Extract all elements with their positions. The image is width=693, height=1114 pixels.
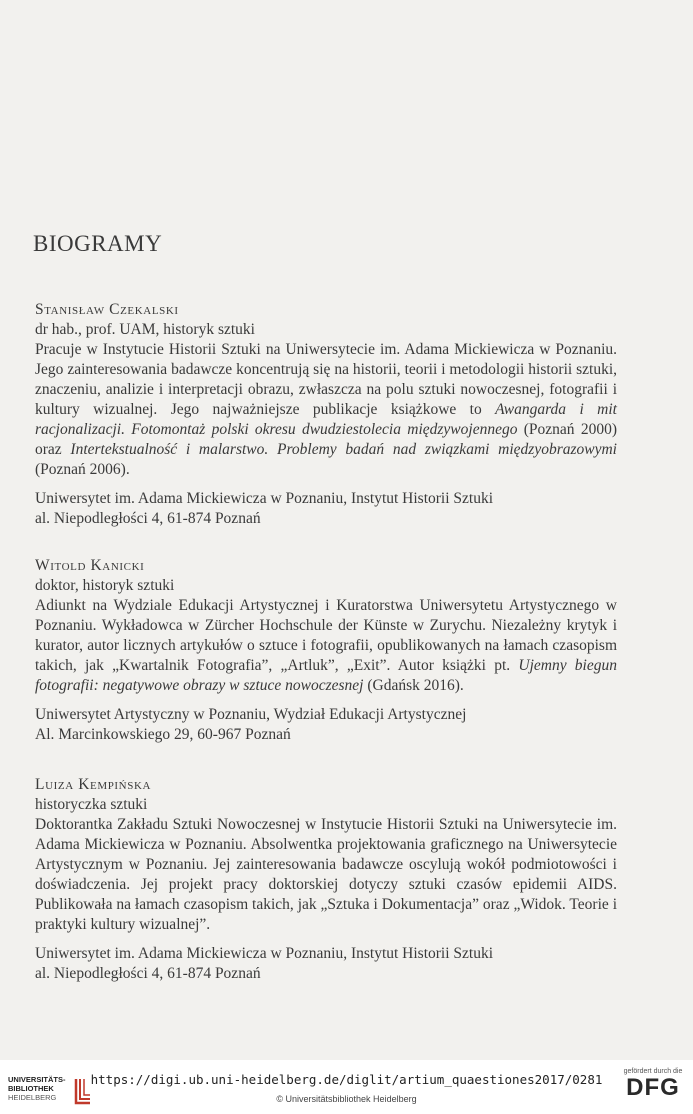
library-footer xyxy=(0,1060,693,1114)
library-name-line: UNIVERSITÄTS- xyxy=(8,1075,66,1084)
author-name: Witold Kanicki xyxy=(35,557,145,574)
book-title: Ujemny biegun fotografii: negatywowe obrazy w sztuce nowoczesnej xyxy=(35,657,617,694)
address-line: al. Niepodległości 4, 61-874 Poznań xyxy=(35,510,261,527)
author-name: Luiza Kempińska xyxy=(35,776,152,793)
author-bio xyxy=(35,340,617,480)
copyright-notice: © Universitätsbibliothek Heidelberg xyxy=(276,1094,417,1104)
author-name: Stanisław Czekalski xyxy=(35,301,179,318)
bio-text: Doktorantka Zakładu Sztuki Nowoczesnej w Instytucie Historii Sztuki na Uniwersytecie im. Adama Mickiewicza w Poznaniu. Absolwentka projektowania graficznego na Uniwersytecie Artystycznym w Poznaniu. Jej zainteresowania badawcze oscylują wokół podmiotowości i doświadczenia. Jej projekt pracy doktorskiej dotyczy sztuki czasów epidemii AIDS. Publikowała na łamach czasopism takich, jak „Sztuka i Dokumentacja” oraz „Widok. Teorie i praktyki kultury wizualnej”. xyxy=(35,816,617,933)
book-title: Intertekstualność i malarstwo. Problemy badań nad związkami międzyobrazowymi xyxy=(70,441,617,458)
author-role: doktor, historyk sztuki xyxy=(35,577,175,594)
bio-text: Adiunkt na Wydziale Edukacji Artystycznej i Kuratorstwa Uniwersytetu Artystycznego w Poznaniu. Wykładowca w Zürcher Hochschule der Künste w Zurychu. Niezależny krytyk i kurator, autor licznych artykułów o sztuce i fotografii, opublikowanych na łamach czasopism takich, jak „Kwartalnik Fotografia”, „Artluk”, „Exit”. Autor książki pt. xyxy=(35,597,617,674)
bio-text: Pracuje w Instytucie Historii Sztuki na Uniwersytecie im. Adama Mickiewicza w Poznaniu. Jego zainteresowania badawcze koncentrują się na historii, teorii i metodologii historii sztuki, znaczeniu, analizie i interpretacji obrazu, zwłaszcza na polu sztuki nowoczesnej, fotografii i kultury wizualnej. Jego najważniejsze publikacje książkowe to xyxy=(35,341,617,418)
permalink-url[interactable]: https://digi.ub.uni-heidelberg.de/diglit/artium_quaestiones2017/0281 xyxy=(90,1072,603,1087)
biogram-entry xyxy=(35,300,617,529)
address-line: Uniwersytet im. Adama Mickiewicza w Poznaniu, Instytut Historii Sztuki xyxy=(35,945,494,962)
show-through-text xyxy=(35,95,617,245)
book-title: Awangarda i mit racjonalizacji. Fotomontaż polski okresu dwudziestolecia międzywojennego xyxy=(35,401,617,438)
dfg-wordmark: DFG xyxy=(626,1074,680,1101)
author-bio xyxy=(35,596,617,696)
author-role: historyczka sztuki xyxy=(35,796,148,813)
biogram-entry xyxy=(35,556,617,745)
author-address xyxy=(35,944,617,984)
bio-text: (Poznań 2000) oraz xyxy=(35,421,617,458)
bio-text: (Gdańsk 2016). xyxy=(363,677,464,694)
address-line: Uniwersytet Artystyczny w Poznaniu, Wydział Edukacji Artystycznej xyxy=(35,706,467,723)
author-address xyxy=(35,489,617,529)
author-role: dr hab., prof. UAM, historyk sztuki xyxy=(35,321,255,338)
funded-by-label: gefördert durch die xyxy=(623,1068,683,1075)
address-line: al. Niepodległości 4, 61-874 Poznań xyxy=(35,965,261,982)
author-address xyxy=(35,705,617,745)
dfg-logo[interactable] xyxy=(621,1068,685,1101)
library-name-line: HEIDELBERG xyxy=(8,1093,57,1102)
address-line: Al. Marcinkowskiego 29, 60-967 Poznań xyxy=(35,726,291,743)
biogram-entry xyxy=(35,775,617,984)
page-title: BIOGRAMY xyxy=(33,231,163,257)
library-name-line: BIBLIOTHEK xyxy=(8,1084,54,1093)
bio-text: (Poznań 2006). xyxy=(35,461,130,478)
author-bio xyxy=(35,815,617,935)
address-line: Uniwersytet im. Adama Mickiewicza w Poznaniu, Instytut Historii Sztuki xyxy=(35,490,494,507)
